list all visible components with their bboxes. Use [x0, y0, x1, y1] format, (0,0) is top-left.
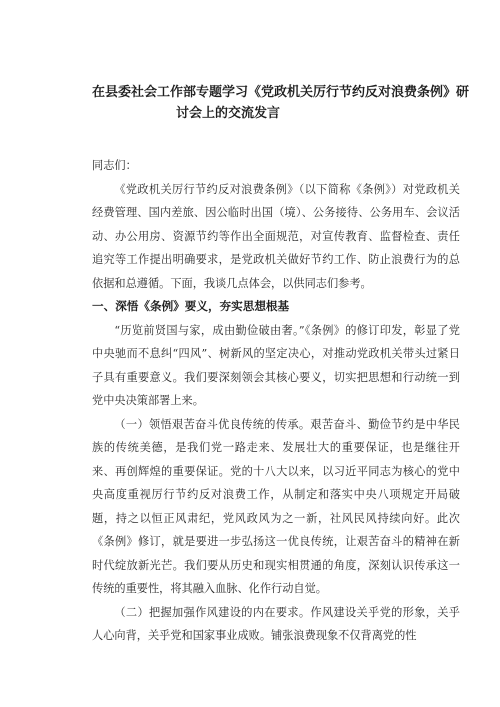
- document-title-line-1: 在县委社会工作部专题学习《党政机关厉行节约反对浪费条例》研: [92, 85, 470, 100]
- salutation: 同志们：: [92, 159, 137, 172]
- document-body: [92, 154, 460, 648]
- intro-paragraph: 《党政机关厉行节约反对浪费条例》（以下简称《条例》）对党政机关经费管理、国内差旅、因公临时出国（境）、公务接待、公务用车、会议活动、办公用房、资源节约等作出全面规范，对宣传教育、监督检查、责任追究等工作提出明确要求，是党政机关做好节约工作、防止浪费行为的总依据和总遵循。下面，我谈几点体会，以供同志们参考。: [92, 182, 460, 290]
- section-1-paragraph: “历览前贤国与家，成由勤俭破由奢。”《条例》的修订印发，彰显了党中央驰而不息纠“四风”、树新风的坚定决心，对推动党政机关带头过紧日子具有重要意义。我们要深刻领会其核心要义，切实把思想和行动统一到党中央决策部署上来。: [92, 323, 460, 407]
- document-title: [92, 82, 470, 124]
- section-1-paragraph: （一）领悟艰苦奋斗优良传统的传承。艰苦奋斗、勤俭节约是中华民族的传统美德，是我们党一路走来、发展壮大的重要保证，也是继往开来、再创辉煌的重要保证。党的十八大以来，以习近平同志为核心的党中央高度重视厉行节约反对浪费工作，从制定和落实中央八项规定开局破题，持之以恒正风肃纪，党风政风为之一新，社风民风持续向好。此次《条例》修订，就是要进一步弘扬这一优良传统，让艰苦奋斗的精神在新时代绽放新光芒。我们要从历史和现实相贯通的角度，深刻认识传承这一传统的重要性，将其融入血脉、化作行动自觉。: [92, 417, 460, 595]
- document-title-line-2: 讨会上的交流发言: [176, 106, 281, 121]
- section-1-paragraph: （二）把握加强作风建设的内在要求。作风建设关乎党的形象，关乎人心向背，关乎党和国家事业成败。铺张浪费现象不仅背离党的性: [92, 605, 460, 642]
- section-1-heading: 一、深悟《条例》要义，夯实思想根基: [92, 299, 290, 313]
